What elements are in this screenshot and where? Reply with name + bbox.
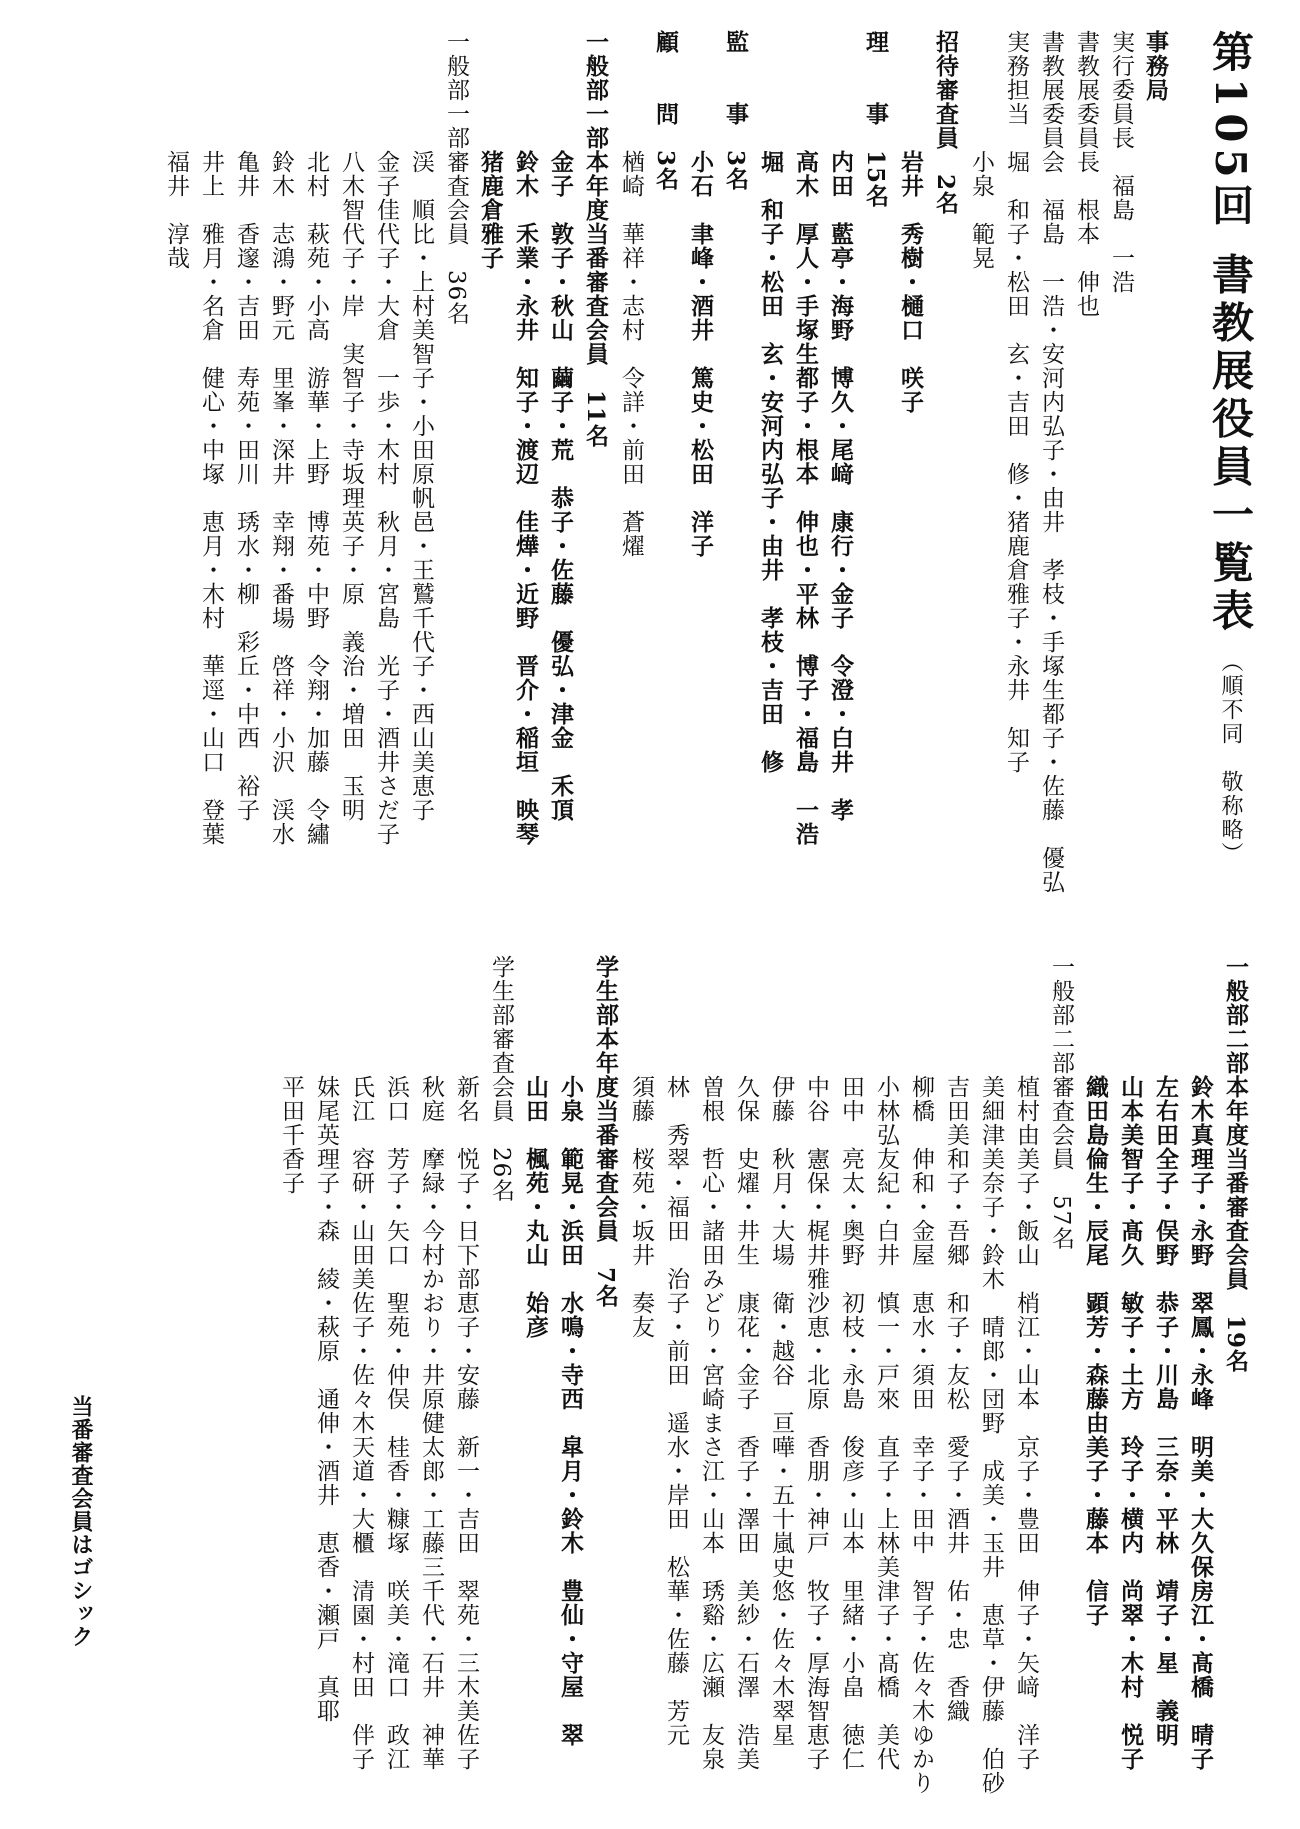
upper-column-11: 堀 和子・松田 玄・安河内弘子・由井 孝枝・吉田 修 [757,30,784,774]
upper-column-9: 内田 藍亭・海野 博久・尾﨑 康行・金子 令澄・白井 孝 [827,30,854,822]
lower-section [40,955,1265,1815]
lower-column-26: 妹尾英理子・森 綾・萩原 通伸・酒井 恵香・瀬戸 真耶 [313,955,339,1723]
lower-column-1: 鈴木真理子・永野 翠鳳・永峰 明美・大久保房江・髙橋 晴子 [1187,955,1214,1771]
upper-column-13: 小石 聿峰・酒井 篤史・松田 洋子 [687,30,714,558]
lower-column-4: 織田島倫生・辰尾 顕芳・森藤由美子・藤本 信子 [1082,955,1109,1627]
upper-column-25: 鈴木 志鴻・野元 里峯・深井 幸翔・番場 啓祥・小沢 渓水 [268,30,294,846]
upper-column-4: 実務担当 堀 和子・松田 玄・吉田 修・猪鹿倉雅子・永井 知子 [1003,30,1029,774]
upper-column-28: 福井 淳哉 [163,30,189,270]
lower-column-7: 美細津美奈子・鈴木 晴郎・団野 成美・玉井 恵草・伊藤 伯砂 [978,955,1004,1795]
upper-column-3: 書教展委員会 福島 一浩・安河内弘子・由井 孝枝・手塚生都子・佐藤 優弘 [1038,30,1064,894]
lower-column-27: 平田千香子 [278,955,304,1195]
lower-column-6: 植村由美子・飯山 梢江・山本 京子・豊田 伸子・矢﨑 洋子 [1013,955,1039,1771]
upper-column-6: 招待審査員 2名 [932,30,959,216]
upper-column-7: 岩井 秀樹・樋口 咲子 [897,30,924,414]
upper-column-21: 渓 順比・上村美智子・小田原帆邑・王鷲千代子・西山美恵子 [408,30,434,822]
lower-column-22: 新名 悦子・日下部恵子・安藤 新一・吉田 翠苑・三木美佐子 [453,955,479,1771]
lower-column-15: 曽根 哲心・諸田みどり・宮崎まさ江・山本 琇谿・広瀬 友泉 [698,955,724,1771]
page-title [1206,30,1255,910]
upper-column-27: 井上 雅月・名倉 健心・中塚 恵月・木村 華逕・山口 登葉 [198,30,224,846]
lower-column-13: 伊藤 秋月・大場 衛・越谷 亘嘩・五十嵐史悠・佐々木翠星 [768,955,794,1747]
upper-column-16: 一般部一部本年度当番審査会員 11名 [582,30,609,449]
upper-column-12: 監 事 3名 [722,30,749,192]
lower-column-25: 氏江 容研・山田美佐子・佐々木天道・大櫃 清園・村田 伴子 [348,955,374,1771]
upper-column-23: 八木智代子・岸 実智子・寺坂理英子・原 義治・増田 玉明 [338,30,364,822]
upper-column-18: 鈴木 禾業・永井 知子・渡辺 佳燁・近野 晋介・稲垣 映琴 [512,30,539,846]
upper-column-5: 小泉 範晃 [968,30,994,270]
lower-column-9: 柳橋 伸和・金屋 恵水・須田 幸子・田中 智子・佐々木ゆかり [908,955,934,1795]
lower-column-12: 中谷 憲保・梶井雅沙恵・北原 香朋・神戸 牧子・厚海智恵子 [803,955,829,1771]
upper-column-14: 顧 問 3名 [652,30,679,192]
upper-column-20: 一般部一部審査会員 36名 [443,30,469,326]
upper-column-24: 北村 萩苑・小高 游華・上野 博苑・中野 令翔・加藤 令繡 [303,30,329,846]
page-title-text: 第105回 書教展役員一覧表 [1206,30,1255,637]
lower-column-19: 小泉 範晃・浜田 水鳴・寺西 皐月・鈴木 豊仙・守屋 翠 [557,955,584,1747]
lower-column-0: 一般部二部本年度当番審査会員 19名 [1222,955,1249,1374]
lower-column-16: 林 秀翠・福田 治子・前田 遥水・岸田 松華・佐藤 芳元 [663,955,689,1747]
lower-column-11: 田中 亮太・奥野 初枝・永島 俊彦・山本 里緒・小畠 徳仁 [838,955,864,1771]
upper-column-10: 高木 厚人・手塚生都子・根本 伸也・平林 博子・福島 一浩 [792,30,819,846]
upper-column-0: 事務局 [1142,30,1169,102]
lower-column-20: 山田 楓苑・丸山 始彦 [522,955,549,1339]
lower-column-14: 久保 史燿・井生 康花・金子 香子・澤田 美紗・石澤 浩美 [733,955,759,1771]
upper-column-26: 亀井 香邃・吉田 寿苑・田川 琇水・柳 彩丘・中西 裕子 [233,30,259,822]
lower-column-8: 吉田美和子・吾郷 和子・友松 愛子・酒井 佑・忠 香織 [943,955,969,1723]
title-note: （順不同 敬称略） [1218,650,1243,867]
upper-column-8: 理 事 15名 [862,30,889,209]
lower-column-17: 須藤 桜苑・坂井 奏友 [628,955,654,1339]
upper-column-1: 実行委員長 福島 一浩 [1108,30,1134,294]
lower-column-10: 小林弘友紀・白井 慎一・戸來 直子・上林美津子・髙橋 美代 [873,955,899,1771]
lower-column-18: 学生部本年度当番審査会員 7名 [592,955,619,1309]
upper-section [40,30,1265,910]
upper-column-2: 書教展委員長 根本 伸也 [1073,30,1099,318]
lower-column-3: 山本美智子・髙久 敏子・土方 玲子・横内 尚翠・木村 悦子 [1117,955,1144,1771]
upper-column-19: 猪鹿倉雅子 [477,30,504,270]
lower-column-23: 秋庭 摩緑・今村かおり・井原健太郎・工藤三千代・石井 神華 [418,955,444,1771]
upper-column-15: 楢崎 華祥・志村 令詳・前田 蒼燿 [618,30,644,558]
lower-column-21: 学生部審査会員 26名 [488,955,514,1203]
upper-column-22: 金子佳代子・大倉 一歩・木村 秋月・宮島 光子・酒井さだ子 [373,30,399,846]
lower-column-2: 左右田全子・俣野 恭子・川島 三奈・平林 靖子・星 義明 [1152,955,1179,1747]
upper-column-17: 金子 敦子・秋山 繭子・荒 恭子・佐藤 優弘・津金 禾頂 [547,30,574,822]
lower-column-24: 浜口 芳子・矢口 聖苑・仲俣 桂香・糠塚 咲美・滝口 政江 [383,955,409,1771]
lower-column-5: 一般部二部審査会員 57名 [1048,955,1074,1251]
footnote: 当番審査会員はゴシック [68,1395,94,1648]
